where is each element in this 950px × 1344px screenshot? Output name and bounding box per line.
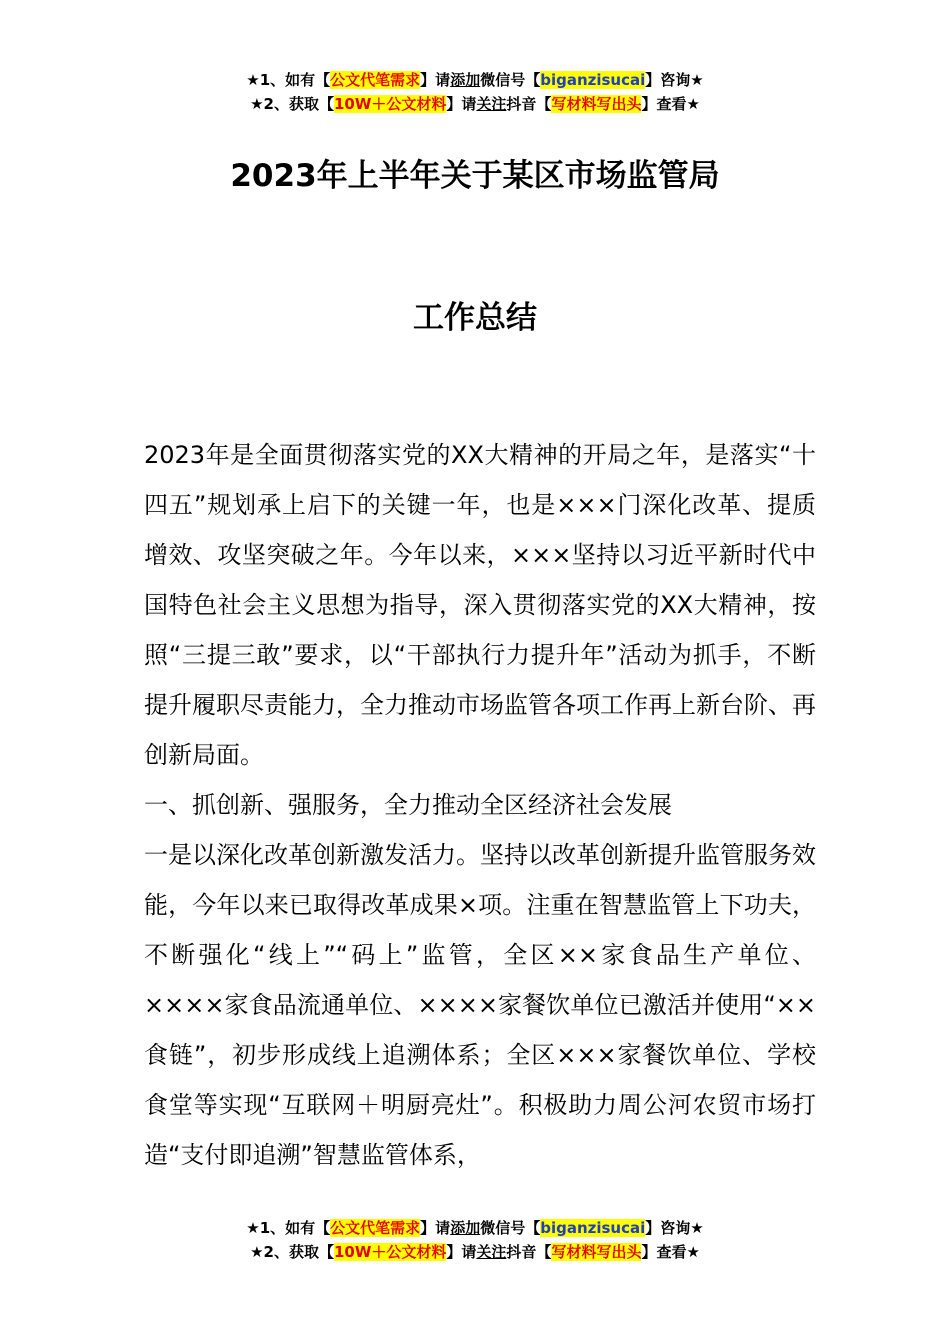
banner-line-1: [0, 68, 950, 92]
banner-wechat-id: biganzisucai: [540, 71, 646, 89]
paragraph-section-1: 一是以深化改革创新激发活力。坚持以改革创新提升监管服务效能，今年以来已取得改革成果×项。注重在智慧监管上下功夫，不断强化“线上”“码上”监管，全区××家食品生产单位、××××家食品流通单位、××××家餐饮单位已激活并使用“××食链”，初步形成线上追溯体系；全区×××家餐饮单位、学校食堂等实现“互联网＋明厨亮灶”。积极助力周公河农贸市场打造“支付即追溯”智慧监管体系，: [144, 841, 816, 1169]
banner-text: 】请: [446, 1243, 477, 1261]
banner-wechat-id: biganzisucai: [540, 1219, 646, 1237]
banner-highlight: 公文代笔需求: [330, 1219, 421, 1237]
banner-highlight: 10W＋公文材料: [333, 1243, 447, 1261]
document-title-line-2: 工作总结: [413, 300, 537, 336]
banner-emphasis: 关注: [476, 95, 507, 113]
banner-text: ★2、获取【: [250, 95, 334, 113]
banner-text: 微信号【: [480, 71, 541, 89]
banner-line-1: [0, 1216, 950, 1240]
banner-text: 抖音【: [506, 1243, 552, 1261]
banner-text: 】请: [420, 71, 451, 89]
banner-text: 】请: [420, 1219, 451, 1237]
banner-emphasis: 关注: [476, 1243, 507, 1261]
bottom-banner: [0, 1216, 950, 1264]
banner-highlight: 写材料写出头: [551, 1243, 642, 1261]
banner-text: 抖音【: [506, 95, 552, 113]
banner-line-2: [0, 1240, 950, 1264]
banner-emphasis: 添加: [450, 1219, 481, 1237]
banner-text: 】请: [446, 95, 477, 113]
banner-text: 】咨询★: [645, 1219, 704, 1237]
banner-text: ★2、获取【: [250, 1243, 334, 1261]
banner-text: 】查看★: [641, 1243, 700, 1261]
banner-highlight: 公文代笔需求: [330, 71, 421, 89]
banner-emphasis: 添加: [450, 71, 481, 89]
top-banner: [0, 68, 950, 116]
paragraph-intro: 2023年是全面贯彻落实党的XX大精神的开局之年，是落实“十四五”规划承上启下的关键一年，也是×××门深化改革、提质增效、攻坚突破之年。今年以来，×××坚持以习近平新时代中国特色社会主义思想为指导，深入贯彻落实党的XX大精神，按照“三提三敢”要求，以“干部执行力提升年”活动为抓手，不断提升履职尽责能力，全力推动市场监管各项工作再上新台阶、再创新局面。: [144, 441, 816, 769]
document-body: [144, 430, 816, 1180]
banner-text: ★1、如有【: [246, 1219, 331, 1237]
section-heading: 一、抓创新、强服务，全力推动全区经济社会发展: [144, 791, 672, 819]
banner-highlight: 10W＋公文材料: [333, 95, 447, 113]
banner-text: 】咨询★: [645, 71, 704, 89]
banner-text: 微信号【: [480, 1219, 541, 1237]
banner-text: 】查看★: [641, 95, 700, 113]
banner-text: ★1、如有【: [246, 71, 331, 89]
banner-highlight: 写材料写出头: [551, 95, 642, 113]
document-title-line-1: 2023年上半年关于某区市场监管局: [230, 158, 720, 194]
banner-line-2: [0, 92, 950, 116]
